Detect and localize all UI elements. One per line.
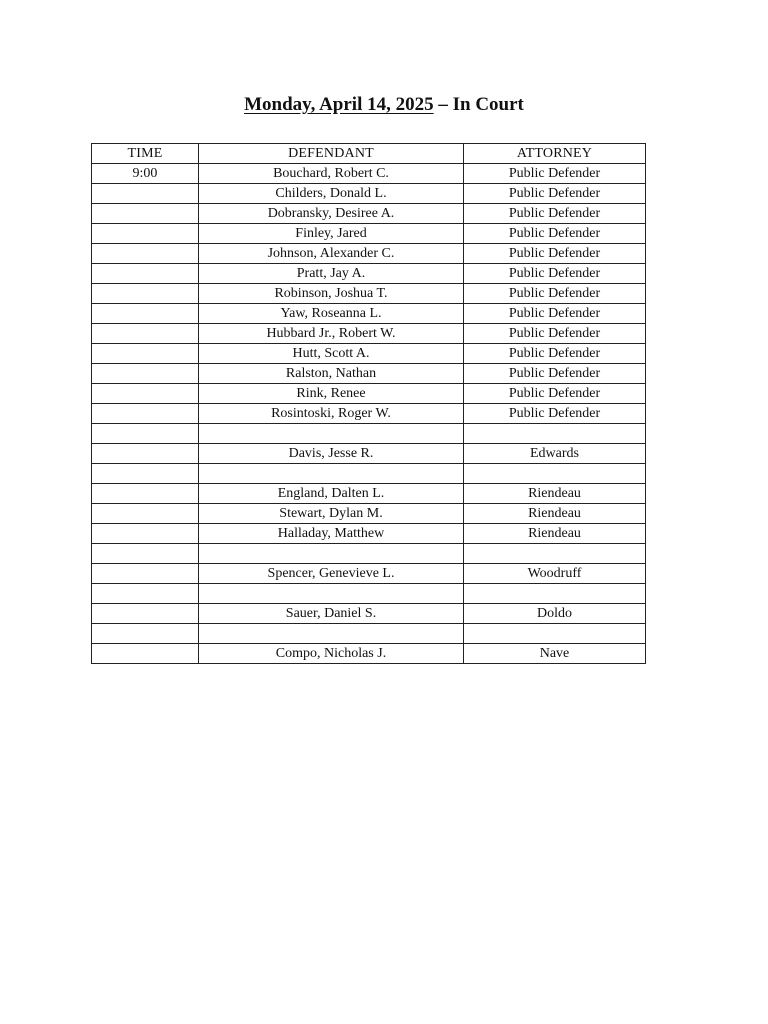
table-row — [92, 184, 646, 204]
attorney-cell — [464, 584, 646, 604]
attorney-cell — [464, 544, 646, 564]
defendant-cell: England, Dalten L. — [199, 484, 464, 504]
table-row — [92, 224, 646, 244]
defendant-cell — [199, 584, 464, 604]
time-cell — [92, 184, 199, 204]
defendant-cell: Stewart, Dylan M. — [199, 504, 464, 524]
time-cell — [92, 544, 199, 564]
defendant-cell — [199, 544, 464, 564]
table-row — [92, 284, 646, 304]
table-row — [92, 364, 646, 384]
table-row — [92, 304, 646, 324]
time-cell — [92, 464, 199, 484]
defendant-cell — [199, 424, 464, 444]
defendant-cell: Hubbard Jr., Robert W. — [199, 324, 464, 344]
attorney-cell — [464, 424, 646, 444]
table-row — [92, 344, 646, 364]
defendant-cell: Johnson, Alexander C. — [199, 244, 464, 264]
time-cell — [92, 344, 199, 364]
time-cell — [92, 264, 199, 284]
attorney-cell: Public Defender — [464, 224, 646, 244]
attorney-cell: Public Defender — [464, 204, 646, 224]
table-row — [92, 244, 646, 264]
time-cell — [92, 644, 199, 664]
attorney-cell: Public Defender — [464, 244, 646, 264]
header-time: TIME — [92, 144, 199, 164]
table-row — [92, 464, 646, 484]
table-row — [92, 564, 646, 584]
table-row — [92, 484, 646, 504]
attorney-cell: Riendeau — [464, 524, 646, 544]
attorney-cell: Doldo — [464, 604, 646, 624]
time-cell — [92, 284, 199, 304]
time-cell — [92, 384, 199, 404]
table-row — [92, 204, 646, 224]
time-cell — [92, 424, 199, 444]
time-cell — [92, 404, 199, 424]
time-cell — [92, 624, 199, 644]
defendant-cell: Compo, Nicholas J. — [199, 644, 464, 664]
table-row — [92, 264, 646, 284]
table-row — [92, 544, 646, 564]
attorney-cell: Woodruff — [464, 564, 646, 584]
table-row — [92, 644, 646, 664]
attorney-cell: Edwards — [464, 444, 646, 464]
defendant-cell: Rink, Renee — [199, 384, 464, 404]
time-cell — [92, 564, 199, 584]
defendant-cell — [199, 464, 464, 484]
table-row — [92, 524, 646, 544]
defendant-cell: Robinson, Joshua T. — [199, 284, 464, 304]
header-attorney: ATTORNEY — [464, 144, 646, 164]
defendant-cell: Spencer, Genevieve L. — [199, 564, 464, 584]
attorney-cell — [464, 624, 646, 644]
table-row — [92, 624, 646, 644]
table-row — [92, 424, 646, 444]
attorney-cell: Public Defender — [464, 164, 646, 184]
attorney-cell: Public Defender — [464, 264, 646, 284]
time-cell — [92, 324, 199, 344]
attorney-cell: Public Defender — [464, 324, 646, 344]
time-cell — [92, 504, 199, 524]
table-row — [92, 404, 646, 424]
defendant-cell: Hutt, Scott A. — [199, 344, 464, 364]
court-docket-table — [91, 143, 646, 664]
table-row — [92, 584, 646, 604]
defendant-cell: Yaw, Roseanna L. — [199, 304, 464, 324]
time-cell — [92, 584, 199, 604]
table-row — [92, 444, 646, 464]
attorney-cell: Public Defender — [464, 404, 646, 424]
time-cell — [92, 224, 199, 244]
table-row — [92, 164, 646, 184]
attorney-cell: Nave — [464, 644, 646, 664]
table-row — [92, 384, 646, 404]
defendant-cell: Dobransky, Desiree A. — [199, 204, 464, 224]
defendant-cell: Finley, Jared — [199, 224, 464, 244]
table-row — [92, 324, 646, 344]
time-cell — [92, 304, 199, 324]
time-cell: 9:00 — [92, 164, 199, 184]
time-cell — [92, 364, 199, 384]
attorney-cell: Public Defender — [464, 384, 646, 404]
defendant-cell: Rosintoski, Roger W. — [199, 404, 464, 424]
table-row — [92, 604, 646, 624]
defendant-cell: Ralston, Nathan — [199, 364, 464, 384]
time-cell — [92, 484, 199, 504]
defendant-cell: Bouchard, Robert C. — [199, 164, 464, 184]
time-cell — [92, 444, 199, 464]
page-title — [0, 92, 768, 118]
attorney-cell: Public Defender — [464, 284, 646, 304]
table-header-row — [92, 144, 646, 164]
defendant-cell: Halladay, Matthew — [199, 524, 464, 544]
attorney-cell: Public Defender — [464, 364, 646, 384]
time-cell — [92, 244, 199, 264]
defendant-cell: Pratt, Jay A. — [199, 264, 464, 284]
attorney-cell: Public Defender — [464, 344, 646, 364]
header-defendant: DEFENDANT — [199, 144, 464, 164]
attorney-cell: Public Defender — [464, 184, 646, 204]
defendant-cell: Sauer, Daniel S. — [199, 604, 464, 624]
defendant-cell: Davis, Jesse R. — [199, 444, 464, 464]
table-row — [92, 504, 646, 524]
time-cell — [92, 204, 199, 224]
attorney-cell: Riendeau — [464, 504, 646, 524]
title-date: Monday, April 14, 2025 — [244, 94, 434, 115]
defendant-cell — [199, 624, 464, 644]
attorney-cell: Public Defender — [464, 304, 646, 324]
attorney-cell: Riendeau — [464, 484, 646, 504]
time-cell — [92, 524, 199, 544]
table-body — [92, 164, 646, 664]
defendant-cell: Childers, Donald L. — [199, 184, 464, 204]
attorney-cell — [464, 464, 646, 484]
title-suffix: – In Court — [433, 94, 524, 115]
time-cell — [92, 604, 199, 624]
